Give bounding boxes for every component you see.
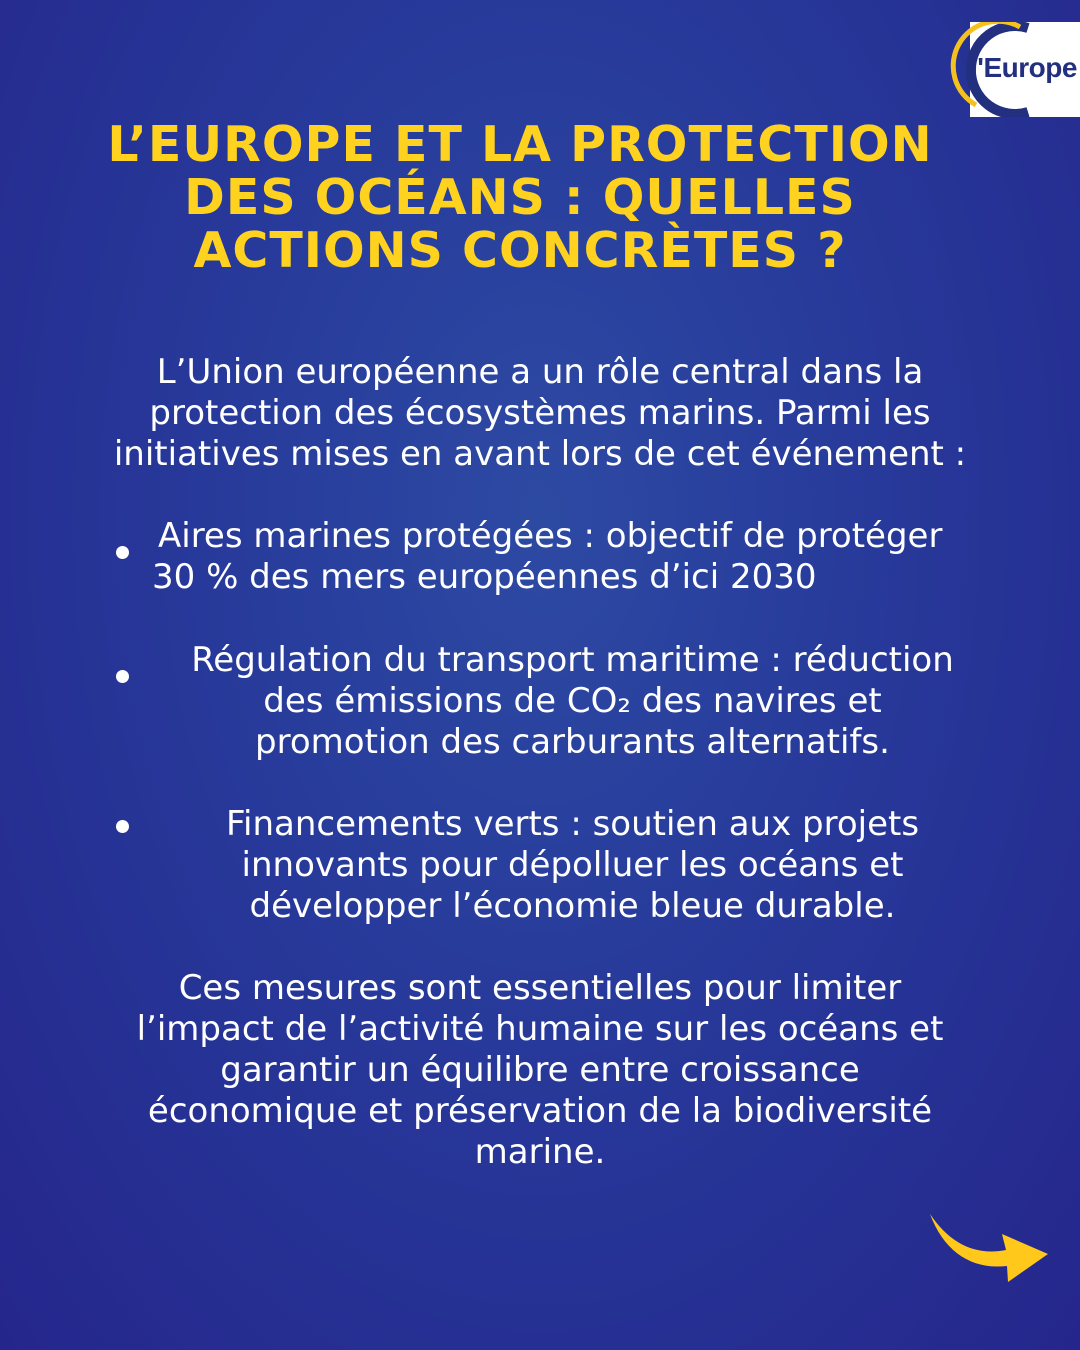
conclusion-paragraph <box>60 968 1020 1173</box>
next-slide-arrow-icon[interactable] <box>928 1208 1052 1288</box>
list-item-text <box>150 640 995 763</box>
list-item-text <box>150 804 995 927</box>
bullet-dot-icon <box>116 670 129 683</box>
list-item-line: 30 % des mers européennes d’ici 2030 <box>152 557 817 597</box>
logo-text: l'Europe <box>970 52 1077 83</box>
conclusion-line: Ces mesures sont essentielles pour limiter <box>178 968 902 1008</box>
list-item-line: promotion des carburants alternatifs. <box>255 722 890 762</box>
intro-line: initiatives mises en avant lors de cet événement : <box>113 434 967 474</box>
conclusion-line: l’impact de l’activité humaine sur les océans et <box>136 1009 944 1049</box>
list-item-text <box>152 516 1032 598</box>
intro-line: L’Union européenne a un rôle central dans la <box>156 352 924 392</box>
list-item-line: des émissions de CO₂ des navires et <box>263 681 882 721</box>
list-item-line: Financements verts : soutien aux projets <box>225 804 920 844</box>
title-line: ACTIONS CONCRÈTES ? <box>193 222 847 279</box>
bullet-dot-icon <box>116 820 129 833</box>
list-item-line: innovants pour dépolluer les océans et <box>241 845 904 885</box>
page-title <box>60 118 980 277</box>
conclusion-line: économique et préservation de la biodiversité <box>147 1091 933 1131</box>
conclusion-line: garantir un équilibre entre croissance <box>220 1050 860 1090</box>
list-item-line: Régulation du transport maritime : réduction <box>191 640 954 680</box>
bullet-dot-icon <box>116 546 129 559</box>
intro-line: protection des écosystèmes marins. Parmi les <box>149 393 931 433</box>
title-line: DES OCÉANS : QUELLES <box>184 169 856 226</box>
list-item-line: développer l’économie bleue durable. <box>249 886 896 926</box>
intro-paragraph <box>60 352 1020 475</box>
brand-logo <box>950 22 1080 117</box>
conclusion-line: marine. <box>474 1132 606 1172</box>
list-item-line: Aires marines protégées : objectif de protéger <box>158 516 943 556</box>
title-line: L’EUROPE ET LA PROTECTION <box>107 116 933 173</box>
